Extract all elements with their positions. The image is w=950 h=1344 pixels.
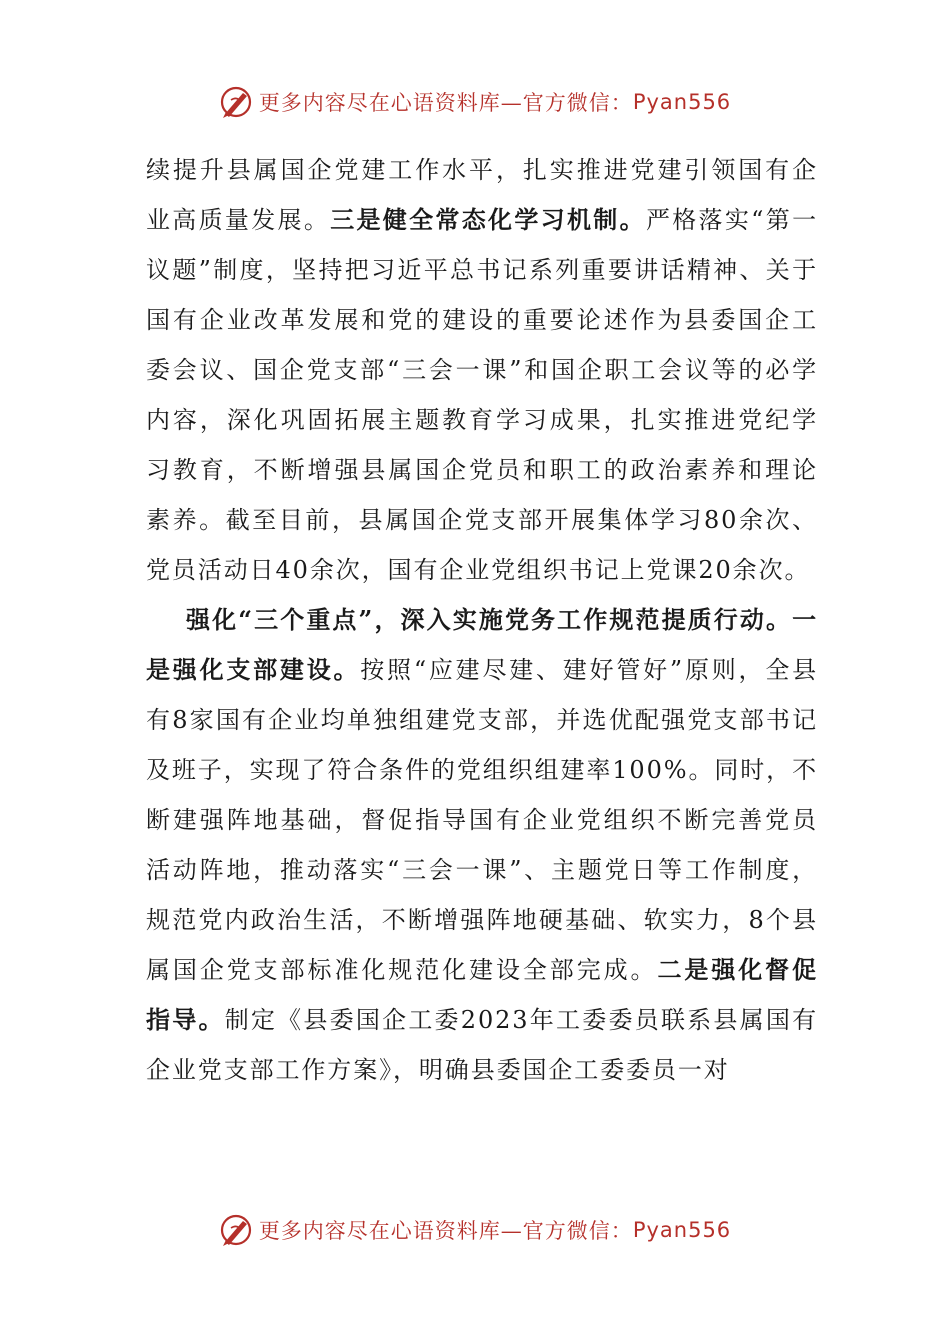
- banner-text: 更多内容尽在心语资料库—官方微信：: [258, 1219, 633, 1243]
- wechat-id: Pyan556: [632, 90, 732, 114]
- bold-heading-text: 强化“三个重点”，深入实施党务工作规范提质行动。一是强化支部建设。: [146, 605, 818, 684]
- pen-logo-icon: [219, 1212, 255, 1248]
- bold-heading-text: 二是强化督促指导。: [146, 955, 818, 1034]
- paragraph-p1: [146, 145, 818, 595]
- banner-text: 更多内容尽在心语资料库—官方微信：: [258, 91, 633, 115]
- body-text: 续提升县属国企党建工作水平，扎实推进党建引领国有企业高质量发展。: [146, 156, 818, 234]
- header-watermark-banner: [0, 82, 950, 122]
- pen-logo-icon: [219, 84, 255, 120]
- footer-watermark-banner: [0, 1210, 950, 1250]
- paragraph-p2: [146, 595, 818, 1095]
- body-text: 制定《县委国企工委2023年工委委员联系县属国有企业党支部工作方案》，明确县委国企工委委员一对: [146, 1006, 818, 1084]
- bold-heading-text: 三是健全常态化学习机制。: [330, 205, 646, 234]
- body-text: 严格落实“第一议题”制度，坚持把习近平总书记系列重要讲话精神、关于国有企业改革发展和党的建设的重要论述作为县委国企工委会议、国企党支部“三会一课”和国企职工会议等的必学内容，深化巩固拓展主题教育学习成果，扎实推进党纪学习教育，不断增强县属国企党员和职工的政治素养和理论素养。截至目前，县属国企党支部开展集体学习80余次、党员活动日40余次，国有企业党组织书记上党课20余次。: [146, 206, 818, 584]
- body-text: 按照“应建尽建、建好管好”原则，全县有8家国有企业均单独组建党支部，并选优配强党支部书记及班子，实现了符合条件的党组织组建率100%。同时，不断建强阵地基础，督促指导国有企业党组织不断完善党员活动阵地，推动落实“三会一课”、主题党日等工作制度，规范党内政治生活，不断增强阵地硬基础、软实力，8个县属国企党支部标准化规范化建设全部完成。: [146, 656, 818, 984]
- document-body: [146, 145, 818, 1095]
- wechat-id: Pyan556: [632, 1218, 732, 1242]
